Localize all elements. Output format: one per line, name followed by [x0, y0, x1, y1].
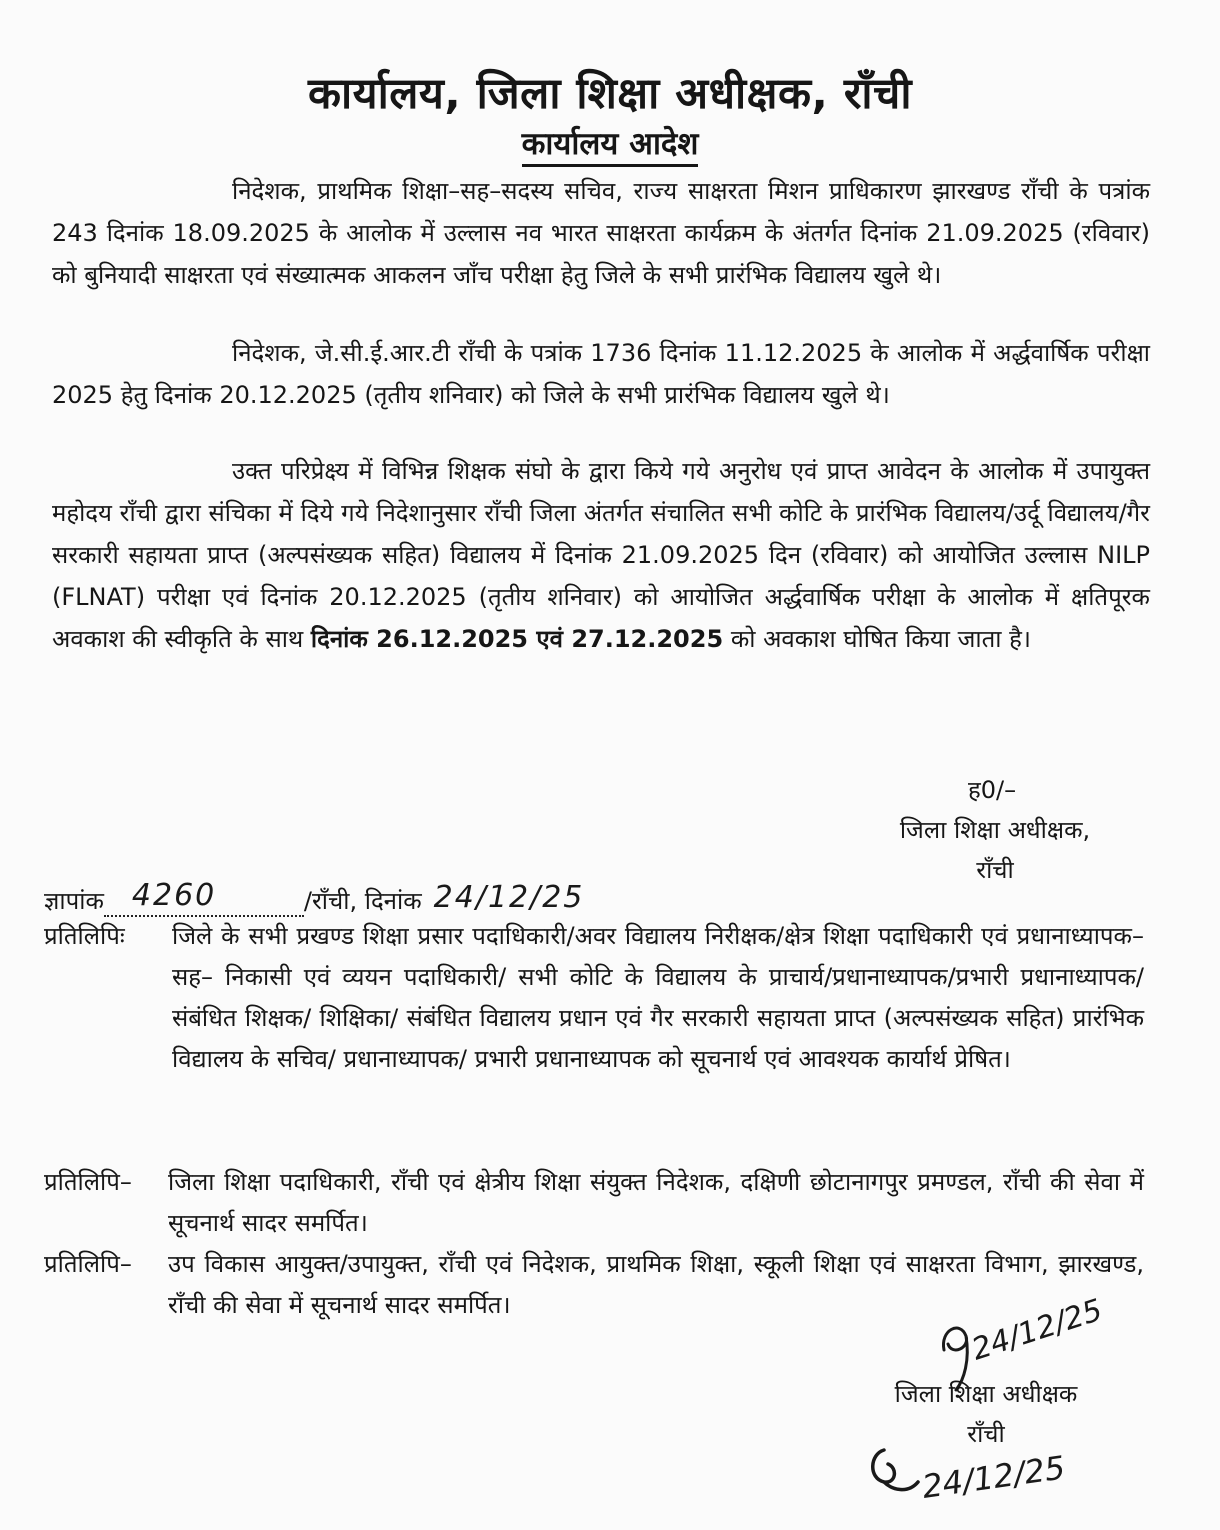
copy-label-1: प्रतिलिपिः	[44, 922, 125, 950]
signed-mark: ह0/–	[968, 776, 1017, 804]
order-heading	[0, 122, 1220, 164]
copy-text-2: जिला शिक्षा पदाधिकारी, राँची एवं क्षेत्रीय शिक्षा संयुक्त निदेशक, दक्षिणी छोटानागपुर प्रमण्डल, राँची की सेवा में सूचनार्थ सादर समर्पित।	[168, 1168, 1144, 1237]
holiday-dates: दिनांक 26.12.2025 एवं 27.12.2025	[310, 625, 724, 653]
copy-label-3: प्रतिलिपि–	[44, 1250, 132, 1278]
final-place: राँची	[967, 1420, 1005, 1448]
signature-date: 24/12/25	[919, 1448, 1068, 1506]
memo-date-field	[422, 880, 618, 917]
signature-block-1	[850, 770, 1140, 890]
memo-label: ज्ञापांक	[44, 887, 104, 915]
handwritten-signature	[862, 1420, 1082, 1520]
office-title: कार्यालय, जिला शिक्षा अधीक्षक, राँची	[307, 69, 913, 119]
paragraph-3	[52, 450, 1150, 660]
memo-line	[44, 878, 618, 917]
paragraph-1: निदेशक, प्राथमिक शिक्षा–सह–सदस्य सचिव, राज्य साक्षरता मिशन प्राधिकारण झारखण्ड राँची के पत्रांक 243 दिनांक 18.09.2025 के आलोक में उल्लास नव भारत साक्षरता कार्यक्रम के अंतर्गत दिनांक 21.09.2025 (रविवार) को बुनियादी साक्षरता एवं संख्यात्मक आकलन जाँच परीक्षा हेतु जिले के सभी प्रारंभिक विद्यालय खुले थे।	[52, 177, 1150, 289]
final-designation: जिला शिक्षा अधीक्षक	[894, 1380, 1078, 1408]
copy-label-2: प्रतिलिपि–	[44, 1168, 132, 1196]
paragraph-2: निदेशक, जे.सी.ई.आर.टी राँची के पत्रांक 1736 दिनांक 11.12.2025 के आलोक में अर्द्धवार्षिक परीक्षा 2025 हेतु दिनांक 20.12.2025 (तृतीय शनिवार) को जिले के सभी प्रारंभिक विद्यालय खुले थे।	[52, 339, 1150, 409]
memo-date: 24/12/25	[433, 880, 585, 915]
memo-place-label: /राँची, दिनांक	[303, 887, 422, 915]
copy-text-1: जिले के सभी प्रखण्ड शिक्षा प्रसार पदाधिकारी/अवर विद्यालय निरीक्षक/क्षेत्र शिक्षा पदाधिकारी एवं प्रधानाध्यापक–सह– निकासी एवं व्ययन पदाधिकारी/ सभी कोटि के विद्यालय के प्राचार्य/प्रधानाध्यापक/प्रभारी प्रधानाध्यापक/ संबंधित शिक्षक/ शिक्षिका/ संबंधित विद्यालय प्रधान एवं गैर सरकारी सहायता प्राप्त (अल्पसंख्यक सहित) प्रारंभिक विद्यालय के सचिव/ प्रधानाध्यापक/ प्रभारी प्रधानाध्यापक को सूचनार्थ एवं आवश्यक कार्यार्थ प्रेषित।	[172, 922, 1144, 1073]
memo-number: 4260	[131, 878, 217, 913]
signatory-place: राँची	[976, 856, 1014, 884]
paragraph-3-main: उक्त परिप्रेक्ष्य में विभिन्न शिक्षक संघो के द्वारा किये गये अनुरोध एवं प्राप्त आवेदन के आलोक में उपायुक्त महोदय राँची द्वारा संचिका में दिये गये निदेशानुसार राँची जिला अंतर्गत संचालित सभी कोटि के प्रारंभिक विद्यालय/उर्दू विद्यालय/गैर सरकारी सहायता प्राप्त (अल्पसंख्यक सहित) विद्यालय में दिनांक 21.09.2025 दिन (रविवार) को आयोजित उल्लास NILP (FLNAT) परीक्षा एवं दिनांक 20.12.2025 (तृतीय शनिवार) को आयोजित अर्द्धवार्षिक परीक्षा के आलोक में क्षतिपूरक अवकाश की स्वीकृति के साथ	[52, 457, 1150, 653]
copy-text-3: उप विकास आयुक्त/उपायुक्त, राँची एवं निदेशक, प्राथमिक शिक्षा, स्कूली शिक्षा एवं साक्षरता विभाग, झारखण्ड, राँची की सेवा में सूचनार्थ सादर समर्पित।	[168, 1250, 1144, 1319]
memo-number-field	[104, 878, 304, 917]
initial-date: 24/12/25	[967, 1292, 1107, 1368]
order-heading-text: कार्यालय आदेश	[522, 126, 699, 167]
paragraph-3-end: को अवकाश घोषित किया जाता है।	[730, 625, 1031, 653]
signatory-designation: जिला शिक्षा अधीक्षक,	[899, 816, 1091, 844]
